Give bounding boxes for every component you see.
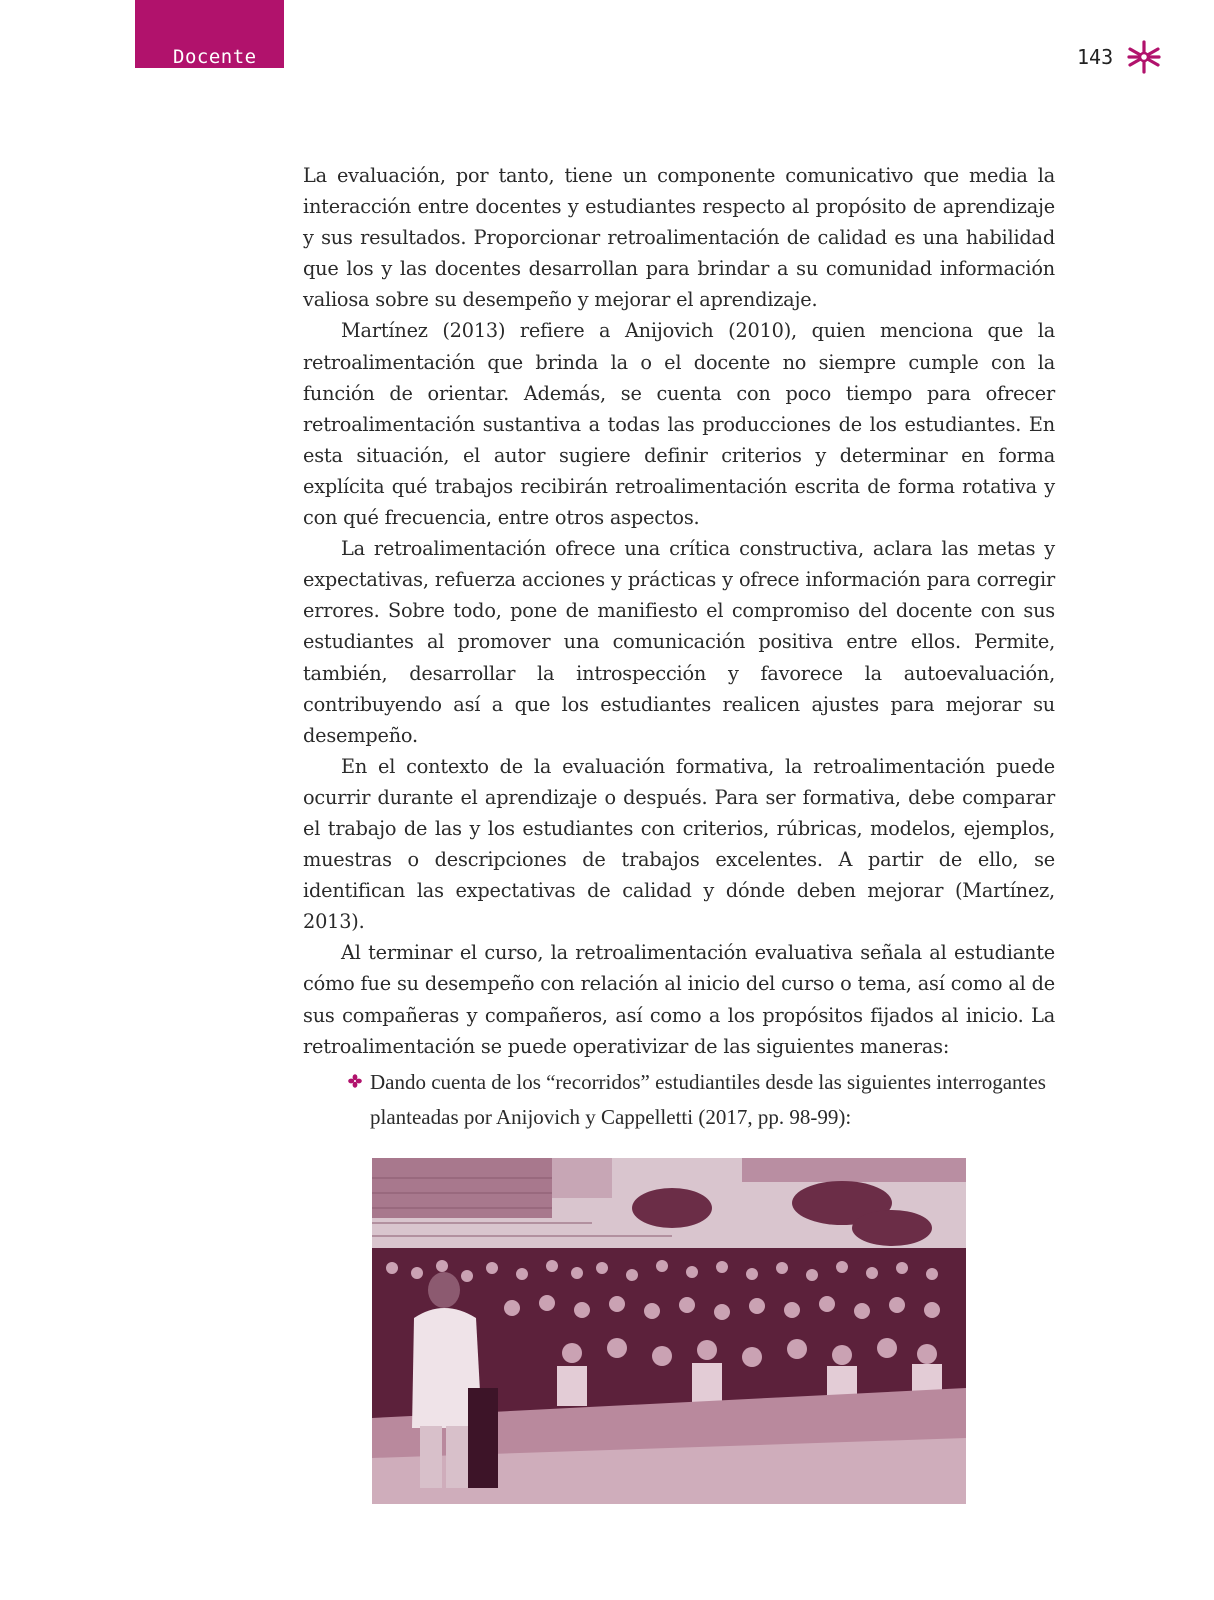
- section-label: Docente: [173, 46, 257, 68]
- audience-photo: [372, 1158, 966, 1504]
- asterisk-icon: [1126, 39, 1162, 75]
- paragraph: Martínez (2013) refiere a Anijovich (2010), quien menciona que la retroalimentación que brinda la o el docente no siempre cumple con la función de orientar. Además, se cuenta con poco tiempo para ofrecer retroalimentación sustantiva a todas las producciones de los estudiantes. En esta situación, el autor sugiere definir criterios y determinar en forma explícita qué trabajos recibirán retroalimentación escrita de forma rotativa y con qué frecuencia, entre otros aspectos.: [303, 319, 1055, 530]
- bullet-text: Dando cuenta de los “recorridos” estudiantiles desde las siguientes interrogantes planteadas por Anijovich y Cappelletti (2017, pp. 98-99):: [370, 1070, 1046, 1129]
- bullet-item: [348, 1065, 1048, 1135]
- paragraph: En el contexto de la evaluación formativa, la retroalimentación puede ocurrir durante el aprendizaje o después. Para ser formativa, debe comparar el trabajo de las y los estudiantes con criterios, rúbricas, modelos, ejemplos, muestras o descripciones de trabajos excelentes. A partir de ello, se identifican las expectativas de calidad y dónde deben mejorar (Martínez, 2013).: [303, 754, 1055, 934]
- page-number: 143: [1077, 45, 1114, 69]
- audience-photo-illustration: [372, 1158, 966, 1504]
- cross-bullet-icon: [348, 1074, 362, 1088]
- paragraph: Al terminar el curso, la retroalimentación evaluativa señala al estudiante cómo fue su desempeño con relación al inicio del curso o tema, así como al de sus compañeras y compañeros, así como a los propósitos fijados al inicio. La retroalimentación se puede operativizar de las siguientes maneras:: [303, 941, 1055, 1058]
- paragraph: La retroalimentación ofrece una crítica constructiva, aclara las metas y expectativas, refuerza acciones y prácticas y ofrece información para corregir errores. Sobre todo, pone de manifiesto el compromiso del docente con sus estudiantes al promover una comunicación positiva entre ellos. Permite, también, desarrollar la introspección y favorece la autoevaluación, contribuyendo así a que los estudiantes realicen ajustes para mejorar su desempeño.: [303, 537, 1055, 747]
- body-text: [303, 160, 1055, 1062]
- section-tab: [135, 0, 284, 68]
- paragraph: La evaluación, por tanto, tiene un componente comunicativo que media la interacción entre docentes y estudiantes respecto al propósito de aprendizaje y sus resultados. Proporcionar retroalimentación de calidad es una habilidad que los y las docentes desarrollan para brindar a su comunidad información valiosa sobre su desempeño y mejorar el aprendizaje.: [303, 164, 1055, 312]
